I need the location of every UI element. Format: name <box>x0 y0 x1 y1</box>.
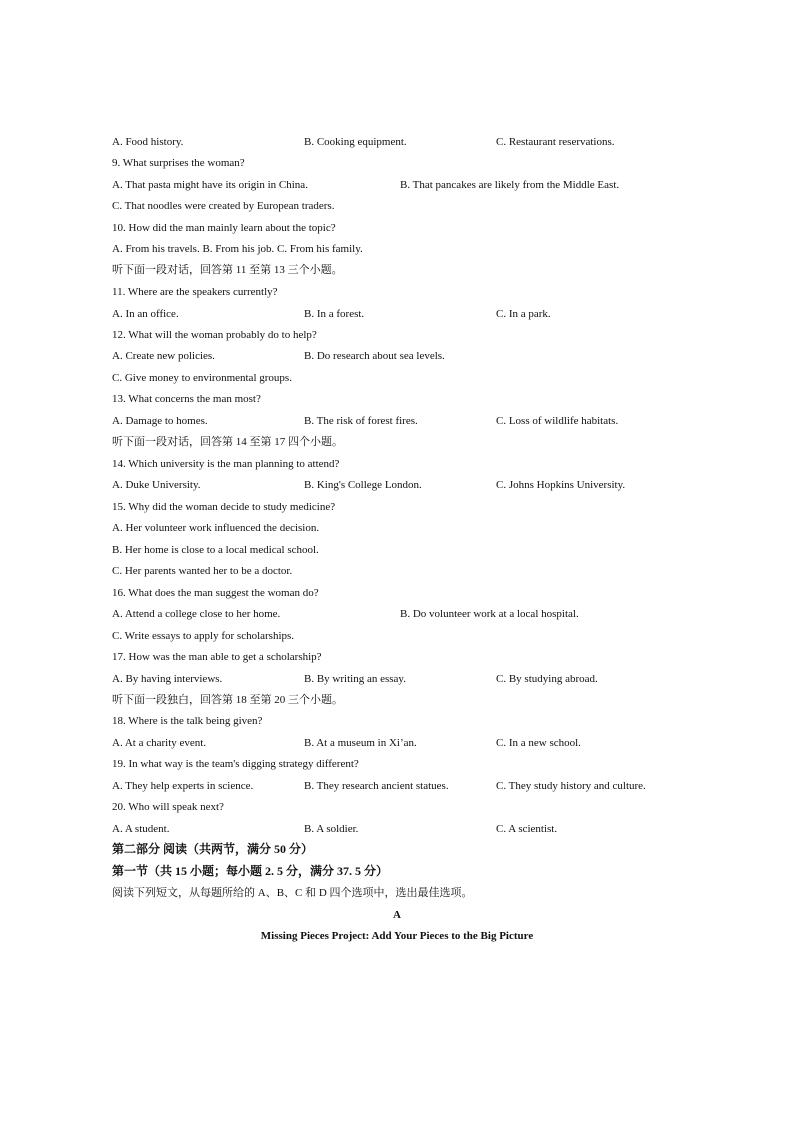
option-a: A. Attend a college close to her home. <box>112 608 281 620</box>
q10-question: 10. How did the man mainly learn about the topic? <box>112 222 336 234</box>
option-a: A. They help experts in science. <box>112 780 254 792</box>
option-b: B. That pancakes are likely from the Middle East. <box>400 179 620 191</box>
q14-question: 14. Which university is the man planning to attend? <box>112 458 340 470</box>
q12-question: 12. What will the woman probably do to help? <box>112 329 317 341</box>
option-b: B. The risk of forest fires. <box>304 415 418 427</box>
q9-question: 9. What surprises the woman? <box>112 157 245 169</box>
option-a: A. That pasta might have its origin in China. <box>112 179 308 191</box>
listening-instruction: 听下面一段对话，回答第 14 至第 17 四个小题。 <box>112 436 343 448</box>
option-a: A. In an office. <box>112 308 179 320</box>
option-b: B. At a museum in Xi’an. <box>304 737 417 749</box>
q11-question: 11. Where are the speakers currently? <box>112 286 278 298</box>
option-b: B. King's College London. <box>304 479 422 491</box>
option-c: C. In a park. <box>496 308 551 320</box>
q10-options: A. From his travels. B. From his job. C. From his family. <box>112 243 363 255</box>
q15-option-b: B. Her home is close to a local medical school. <box>112 544 319 556</box>
listening-instruction: 听下面一段对话，回答第 11 至第 13 三个小题。 <box>112 264 343 276</box>
option-a: A. By having interviews. <box>112 673 223 685</box>
option-b: B. They research ancient statues. <box>304 780 449 792</box>
option-b: B. Do research about sea levels. <box>304 350 445 362</box>
q15-option-a: A. Her volunteer work influenced the decision. <box>112 522 320 534</box>
option-b: B. In a forest. <box>304 308 365 320</box>
option-b: B. Cooking equipment. <box>304 136 407 148</box>
q20-question: 20. Who will speak next? <box>112 801 224 813</box>
part2-heading: 第二部分 阅读（共两节，满分 50 分） <box>112 842 314 856</box>
option-c: C. A scientist. <box>496 823 558 835</box>
option-a: A. Create new policies. <box>112 350 215 362</box>
passage-title: Missing Pieces Project: Add Your Pieces to the Big Picture <box>260 930 534 942</box>
option-b: B. A soldier. <box>304 823 359 835</box>
q12-option-c: C. Give money to environmental groups. <box>112 372 292 384</box>
option-c: C. They study history and culture. <box>496 780 646 792</box>
option-a: A. Food history. <box>112 136 184 148</box>
passage-letter: A <box>393 909 401 921</box>
section1-heading: 第一节（共 15 小题；每小题 2. 5 分，满分 37. 5 分） <box>112 864 389 878</box>
q9-option-c: C. That noodles were created by European traders. <box>112 200 335 212</box>
reading-instruction: 阅读下列短文，从每题所给的 A、B、C 和 D 四个选项中，选出最佳选项。 <box>112 887 473 899</box>
q16-option-c: C. Write essays to apply for scholarships. <box>112 630 295 642</box>
q18-question: 18. Where is the talk being given? <box>112 715 263 727</box>
q13-question: 13. What concerns the man most? <box>112 393 261 405</box>
listening-instruction: 听下面一段独白，回答第 18 至第 20 三个小题。 <box>112 694 343 706</box>
option-c: C. In a new school. <box>496 737 581 749</box>
option-a: A. At a charity event. <box>112 737 207 749</box>
option-a: A. A student. <box>112 823 170 835</box>
option-c: C. Johns Hopkins University. <box>496 479 626 491</box>
option-c: C. Restaurant reservations. <box>496 136 615 148</box>
q15-option-c: C. Her parents wanted her to be a doctor. <box>112 565 293 577</box>
q17-question: 17. How was the man able to get a scholarship? <box>112 651 322 663</box>
q15-question: 15. Why did the woman decide to study medicine? <box>112 501 336 513</box>
option-b: B. By writing an essay. <box>304 673 406 685</box>
option-b: B. Do volunteer work at a local hospital. <box>400 608 579 620</box>
q19-question: 19. In what way is the team's digging strategy different? <box>112 758 359 770</box>
option-c: C. Loss of wildlife habitats. <box>496 415 619 427</box>
option-a: A. Damage to homes. <box>112 415 208 427</box>
q16-question: 16. What does the man suggest the woman do? <box>112 587 319 599</box>
option-c: C. By studying abroad. <box>496 673 598 685</box>
option-a: A. Duke University. <box>112 479 201 491</box>
